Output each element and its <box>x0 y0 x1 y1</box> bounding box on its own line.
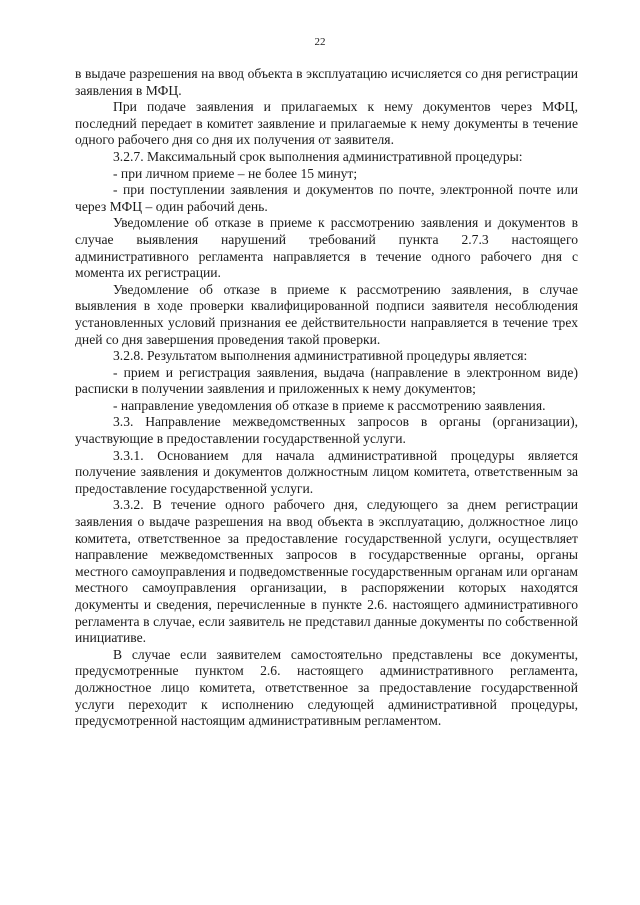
document-body <box>75 66 578 730</box>
list-item: - прием и регистрация заявления, выдача (направление в электронном виде) расписки в получении заявления и приложенных к нему документов; <box>75 364 578 397</box>
list-item: - при личном приеме – не более 15 минут; <box>113 165 358 181</box>
page-number: 22 <box>314 36 326 48</box>
paragraph: 3.3.1. Основанием для начала административной процедуры является получение заявления и документов должностным лицом комитета, ответственным за предоставление государственной услуги. <box>75 447 578 496</box>
paragraph: в выдаче разрешения на ввод объекта в эксплуатацию исчисляется со дня регистрации заявления в МФЦ. <box>75 66 578 98</box>
section-heading: 3.3. Направление межведомственных запросов в органы (организации), участвующие в предоставлении государственной услуги. <box>75 414 578 447</box>
paragraph: 3.2.7. Максимальный срок выполнения административной процедуры: <box>113 148 523 164</box>
paragraph: Уведомление об отказе в приеме к рассмотрению заявления, в случае выявления в ходе проверки квалифицированной подписи заявителя несоблюдения установленных условий признания ее действительности направляется в течение трех дней со дня завершения проведения такой проверки. <box>75 281 578 347</box>
list-item: - направление уведомления об отказе в приеме к рассмотрению заявления. <box>113 397 546 413</box>
paragraph: В случае если заявителем самостоятельно представлены все документы, предусмотренные пунктом 2.6. настоящего административного регламента, должностное лицо комитета, ответственное за предоставление государственной услуги переходит к исполнению следующей административной процедуры, предусмотренной настоящим административным регламентом. <box>75 646 578 729</box>
paragraph: 3.2.8. Результатом выполнения административной процедуры является: <box>113 348 528 364</box>
paragraph: Уведомление об отказе в приеме к рассмотрению заявления и документов в случае выявления нарушений требований пункта 2.7.3 настоящего административного регламента направляется в течение одного рабочего дня с момента их регистрации. <box>75 215 578 281</box>
list-item: - при поступлении заявления и документов по почте, электронной почте или через МФЦ – один рабочий день. <box>75 182 578 214</box>
paragraph: При подаче заявления и прилагаемых к нему документов через МФЦ, последний передает в комитет заявление и прилагаемые к нему документы в течение одного рабочего дня со дня их получения от заявителя. <box>75 99 578 148</box>
paragraph: 3.3.2. В течение одного рабочего дня, следующего за днем регистрации заявления о выдаче разрешения на ввод объекта в эксплуатацию, должностное лицо комитета, ответственное за предоставление государственной услуги, осуществляет направление межведомственных запросов в государственные органы, органы местного самоуправления и подведомственные государственным органам или органам местного самоуправления организации, в распоряжении которых находятся документы и сведения, перечисленные в пункте 2.6. настоящего административного регламента в случае, если заявитель не представил данные документы по собственной инициативе. <box>75 497 579 646</box>
